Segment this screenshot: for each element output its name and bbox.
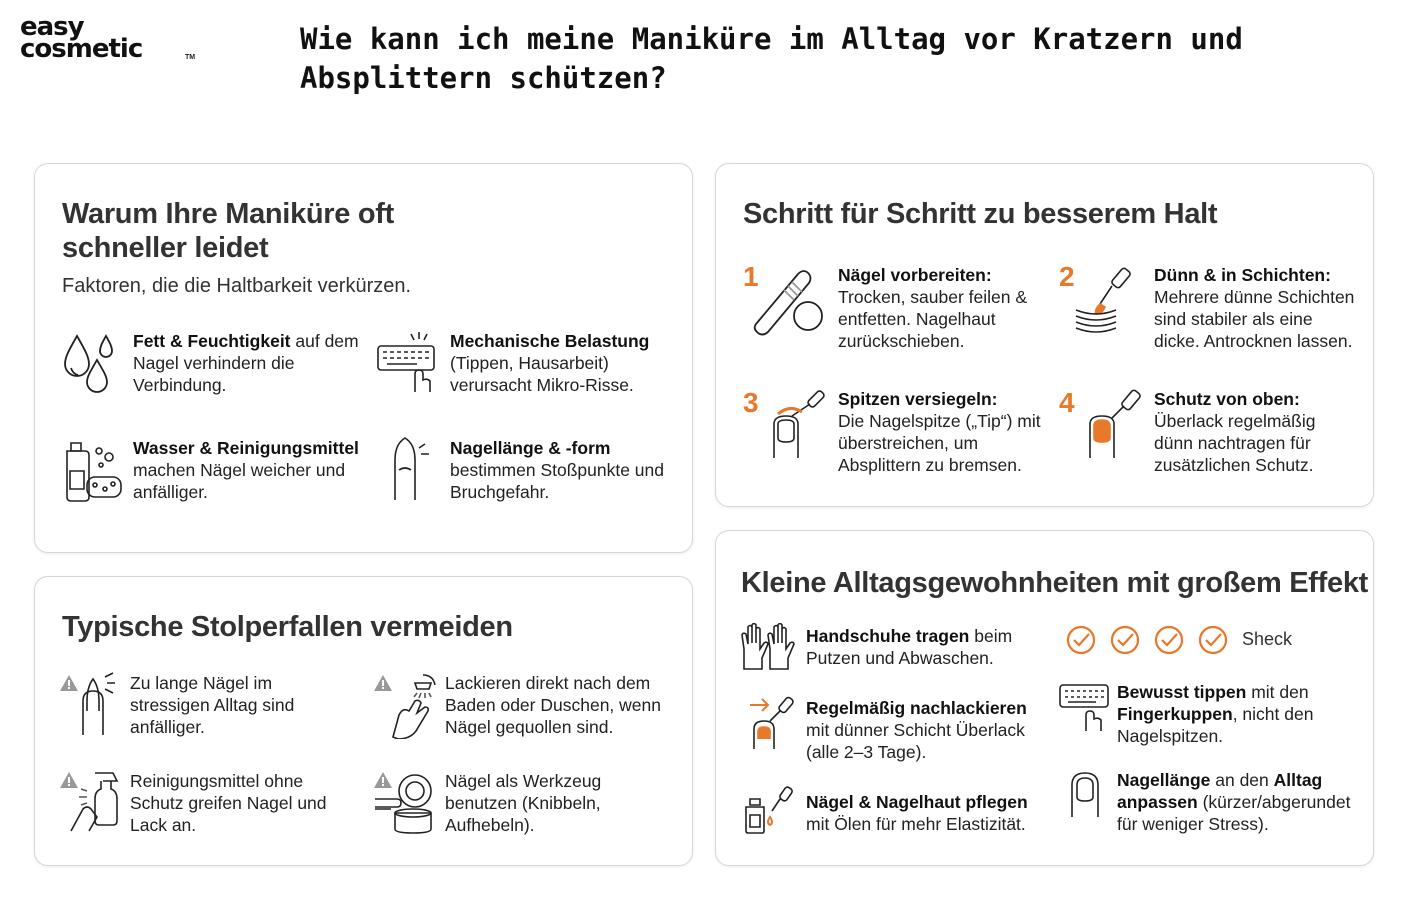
habit-4-text2: , nicht den Nagelspitzen.: [1117, 704, 1314, 746]
step-3-number: 3: [743, 387, 759, 418]
habit-5-text: an den: [1210, 770, 1274, 790]
habit-4-text: mit den: [1246, 682, 1309, 702]
step-1-number: 1: [743, 261, 759, 292]
habit-4-bold2: Fingerkuppen: [1117, 704, 1233, 724]
habit-2-bold: Regelmäßig nachlackieren: [806, 698, 1027, 718]
step-1-title: Nägel vorbereiten:: [838, 265, 992, 285]
why-item-1-text: auf dem Nagel verhindern die Verbindung.: [133, 331, 359, 395]
short-nail-icon: [1068, 771, 1102, 819]
top-coat-icon: [1084, 388, 1146, 460]
habit-5-bold2: Alltag anpassen: [1117, 770, 1323, 812]
why-heading: Warum Ihre Maniküre oft schneller leidet: [62, 198, 395, 264]
step-2-text: Mehrere dünne Schichten sind stabiler als eine dicke. Antrocknen lassen.: [1154, 287, 1355, 351]
keyboard-fingertips-icon: [1058, 683, 1110, 733]
page-title: Wie kann ich meine Maniküre im Alltag vor Kratzern und Absplittern schützen?: [300, 22, 1243, 95]
pitfall-3: Reinigungsmittel ohne Schutz greifen Nagel und Lack an.: [130, 771, 327, 835]
long-nail-icon: [387, 436, 433, 502]
habit-1: [806, 625, 1021, 669]
keyboard-typing-icon: [375, 330, 439, 394]
step-3-title: Spitzen versiegeln:: [838, 389, 998, 409]
habit-1-text: beim Putzen und Abwaschen.: [806, 626, 1013, 668]
steps-card: [715, 163, 1374, 507]
habit-5-bold: Nagellänge: [1117, 770, 1211, 790]
pitfall-4: Nägel als Werkzeug benutzen (Knibbeln, Aufhebeln).: [445, 771, 602, 835]
why-item-3-bold: Wasser & Reinigungsmittel: [133, 438, 359, 458]
gloves-icon: [740, 623, 798, 671]
check-circle-icon: [1109, 624, 1141, 656]
why-item-4: [450, 437, 680, 503]
habit-2: [806, 697, 1036, 763]
step-3-text: Die Nagelspitze („Tip“) mit überstreichen, um Absplittern zu bremsen.: [838, 411, 1041, 475]
habit-4-bold: Bewusst tippen: [1117, 682, 1247, 702]
why-item-1: [133, 330, 363, 396]
step-1-text: Trocken, sauber feilen & entfetten. Nagelhaut zurückschieben.: [838, 287, 1028, 351]
brand-line2: cosmetic: [20, 34, 143, 64]
step-4: [1154, 388, 1359, 476]
habit-5: [1117, 769, 1362, 835]
seal-tip-icon: [768, 388, 830, 460]
shower-hand-icon: [387, 671, 439, 739]
habits-card: [715, 530, 1374, 866]
warning-icon: [59, 674, 79, 692]
habits-heading: Kleine Alltagsgewohnheiten mit großem Effekt: [741, 567, 1369, 599]
habit-4: [1117, 681, 1347, 747]
brand-trademark: TM: [185, 54, 196, 61]
step-4-number: 4: [1059, 387, 1075, 418]
brand-line1: easy: [20, 12, 84, 42]
repolish-icon: [746, 695, 798, 751]
step-2-title: Dünn & in Schichten:: [1154, 265, 1331, 285]
opening-can-icon: [373, 769, 435, 835]
why-item-3-text: machen Nägel weicher und anfälliger.: [133, 460, 346, 502]
check-circle-icon: [1197, 624, 1229, 656]
nail-file-icon: [750, 264, 828, 336]
step-1: [838, 264, 1043, 352]
why-item-3: [133, 437, 373, 503]
pitfall-2: Lackieren direkt nach dem Baden oder Duschen, wenn Nägel gequollen sind.: [445, 673, 661, 737]
habit-3-bold: Nägel & Nagelhaut pflegen: [806, 792, 1028, 812]
why-item-2-text: (Tippen, Hausarbeit) verursacht Mikro-Risse.: [450, 353, 634, 395]
why-item-4-bold: Nagellänge & -form: [450, 438, 611, 458]
why-card: [34, 163, 693, 553]
why-item-4-text: bestimmen Stoßpunkte und Bruchgefahr.: [450, 460, 665, 502]
habit-2-text: mit dünner Schicht Überlack (alle 2–3 Tage).: [806, 720, 1025, 762]
steps-heading: Schritt für Schritt zu besserem Halt: [743, 198, 1218, 230]
check-circle-icon: [1065, 624, 1097, 656]
oil-dropper-icon: [740, 785, 794, 835]
why-subtitle: Faktoren, die die Haltbarkeit verkürzen.: [62, 275, 412, 297]
habit-3-text: mit Ölen für mehr Elastizität.: [806, 814, 1026, 834]
step-4-title: Schutz von oben:: [1154, 389, 1300, 409]
habit-1-bold: Handschuhe tragen: [806, 626, 970, 646]
polish-brush-layers-icon: [1072, 264, 1144, 336]
check-label: Sheck: [1242, 629, 1293, 649]
pitfalls-heading: Typische Stolperfallen vermeiden: [62, 611, 513, 643]
why-item-2: [450, 330, 680, 396]
step-3: [838, 388, 1048, 476]
pitfalls-card: [34, 576, 693, 866]
spray-bottle-hand-icon: [67, 769, 123, 835]
brand-logo: [20, 12, 196, 68]
check-circle-icon: [1153, 624, 1185, 656]
why-item-1-bold: Fett & Feuchtigkeit: [133, 331, 291, 351]
why-item-2-bold: Mechanische Belastung: [450, 331, 650, 351]
step-2: [1154, 264, 1359, 352]
habit-3: [806, 791, 1036, 835]
cleaning-products-icon: [61, 437, 125, 503]
long-nail-stress-icon: [79, 671, 119, 737]
habit-5-text2: (kürzer/abgerundet für weniger Stress).: [1117, 792, 1351, 834]
water-drops-icon: [61, 330, 123, 394]
pitfall-1: Zu lange Nägel im stressigen Alltag sind anfälliger.: [130, 673, 295, 737]
step-4-text: Überlack regelmäßig dünn nachtragen für zusätzlichen Schutz.: [1154, 411, 1316, 475]
step-2-number: 2: [1059, 261, 1075, 292]
